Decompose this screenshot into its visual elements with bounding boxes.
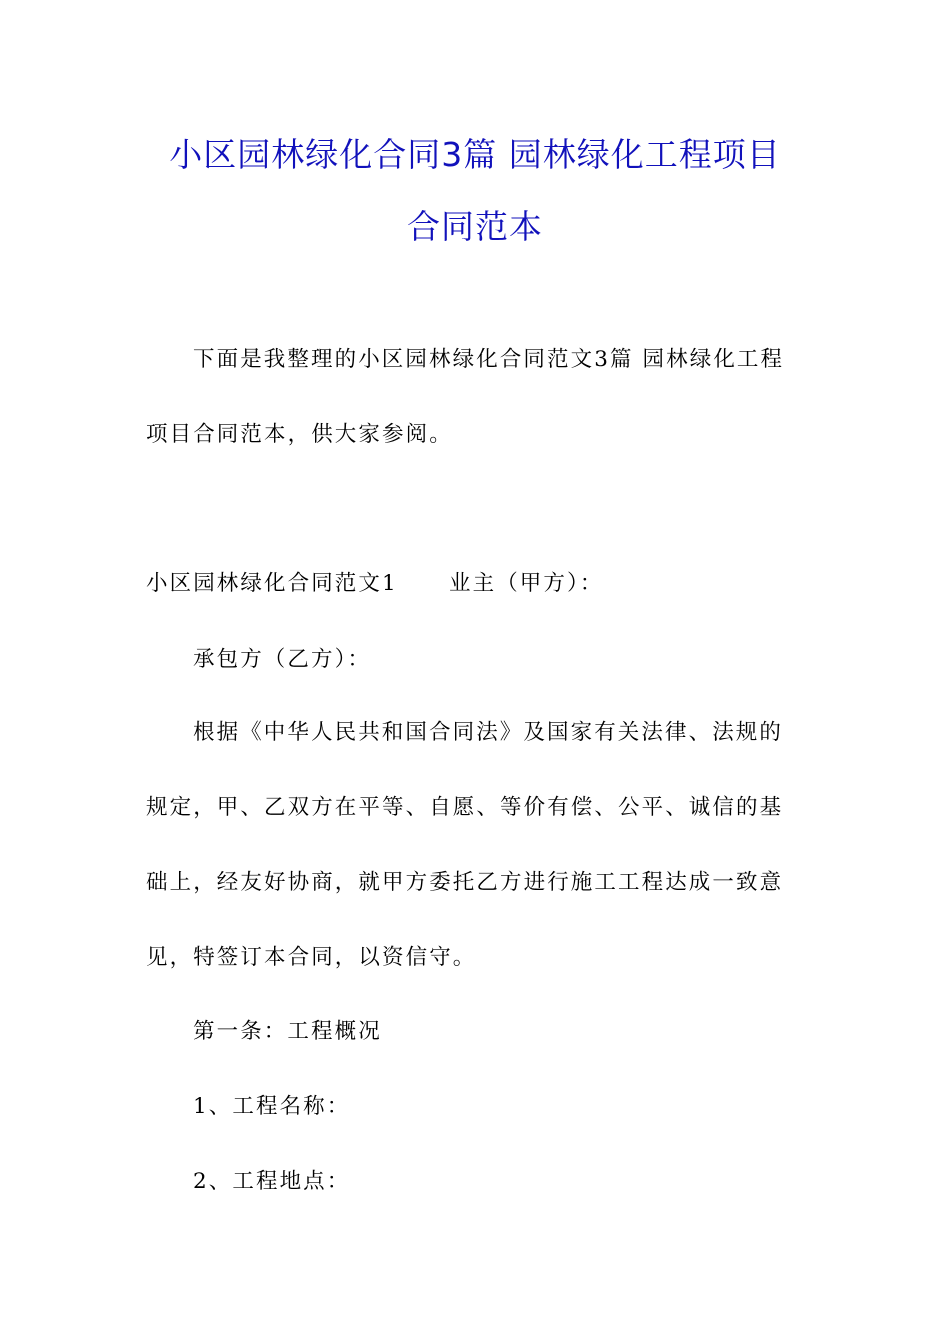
- article-1-title: 第一条：工程概况: [193, 1019, 382, 1044]
- basis-line-2: 规定，甲、乙双方在平等、自愿、等价有偿、公平、诚信的基: [146, 795, 784, 820]
- item-project-name: 1、工程名称：: [193, 1094, 351, 1119]
- intro-line-1: 下面是我整理的小区园林绿化合同范文3篇 园林绿化工程: [193, 347, 785, 372]
- basis-line-1: 根据《中华人民共和国合同法》及国家有关法律、法规的: [193, 720, 784, 745]
- document-title-line-1: 小区园林绿化合同3篇 园林绿化工程项目: [169, 135, 781, 174]
- basis-line-4: 见，特签订本合同，以资信守。: [146, 945, 477, 970]
- item-project-location: 2、工程地点：: [193, 1169, 351, 1194]
- intro-line-2: 项目合同范本，供大家参阅。: [146, 422, 453, 447]
- party-a-label: 业主（甲方）：: [449, 571, 604, 596]
- party-b-label: 承包方（乙方）：: [193, 647, 372, 672]
- basis-line-3: 础上，经友好协商，就甲方委托乙方进行施工工程达成一致意: [146, 870, 784, 895]
- document-title-line-2: 合同范本: [407, 207, 543, 246]
- contract-heading: 小区园林绿化合同范文1: [146, 571, 398, 596]
